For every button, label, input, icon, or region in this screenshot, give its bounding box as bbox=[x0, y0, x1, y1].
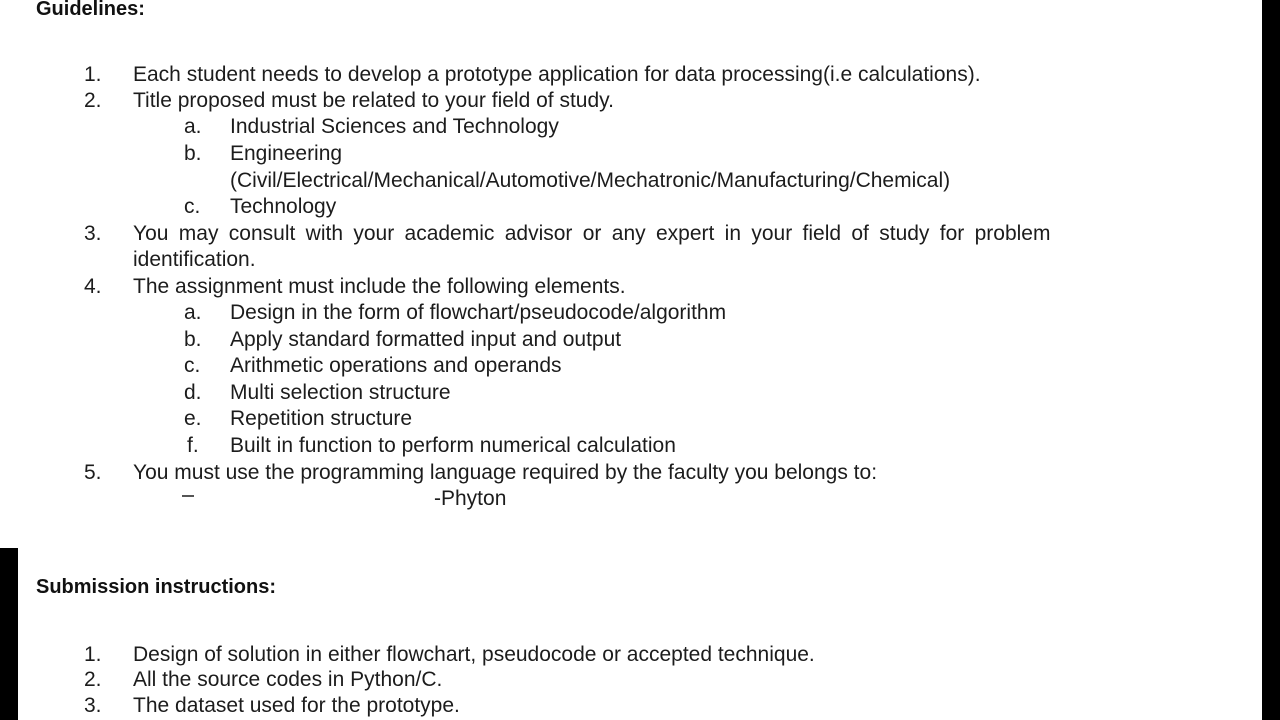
field-letter: a. bbox=[184, 115, 202, 138]
element-letter: d. bbox=[184, 381, 202, 404]
element-letter: f. bbox=[187, 434, 199, 457]
element-text: Apply standard formatted input and output bbox=[230, 328, 622, 351]
element-letter: c. bbox=[184, 354, 201, 377]
stray-dash-mark bbox=[182, 495, 194, 497]
element-letter: a. bbox=[184, 301, 202, 324]
element-text: Multi selection structure bbox=[230, 381, 451, 404]
element-text: Design in the form of flowchart/pseudocode/algorithm bbox=[230, 301, 727, 324]
element-letter: b. bbox=[184, 328, 202, 351]
language-text: -Phyton bbox=[434, 487, 507, 510]
field-text: Industrial Sciences and Technology bbox=[230, 115, 559, 138]
submission-text: The dataset used for the prototype. bbox=[133, 694, 460, 717]
field-text: Engineering bbox=[230, 142, 343, 165]
field-letter: b. bbox=[184, 142, 202, 165]
submission-number: 1. bbox=[84, 643, 102, 666]
submission-heading: Submission instructions: bbox=[36, 576, 277, 598]
element-text: Arithmetic operations and operands bbox=[230, 354, 562, 377]
submission-number: 3. bbox=[84, 694, 102, 717]
field-letter: c. bbox=[184, 195, 201, 218]
guideline-number: 3. bbox=[84, 222, 102, 245]
guideline-text-continued: identification. bbox=[133, 248, 256, 271]
guideline-text: You must use the programming language required by the faculty you belongs to: bbox=[133, 461, 878, 484]
guideline-number: 1. bbox=[84, 63, 102, 86]
submission-number: 2. bbox=[84, 668, 102, 691]
field-detail: (Civil/Electrical/Mechanical/Automotive/Mechatronic/Manufacturing/Chemical) bbox=[230, 169, 951, 192]
guideline-number: 4. bbox=[84, 275, 102, 298]
guideline-text: The assignment must include the following elements. bbox=[133, 275, 626, 298]
field-text: Technology bbox=[230, 195, 337, 218]
guideline-number: 5. bbox=[84, 461, 102, 484]
element-text: Repetition structure bbox=[230, 407, 413, 430]
guideline-number: 2. bbox=[84, 89, 102, 112]
submission-text: Design of solution in either flowchart, pseudocode or accepted technique. bbox=[133, 643, 815, 666]
element-text: Built in function to perform numerical calculation bbox=[230, 434, 676, 457]
guideline-text: Each student needs to develop a prototype application for data processing(i.e calculations). bbox=[133, 63, 981, 86]
guidelines-heading: Guidelines: bbox=[36, 0, 145, 20]
element-letter: e. bbox=[184, 407, 202, 430]
submission-text: All the source codes in Python/C. bbox=[133, 668, 443, 691]
guideline-text: Title proposed must be related to your field of study. bbox=[133, 89, 614, 112]
guideline-text: You may consult with your academic advisor or any expert in your field of study for problem bbox=[133, 222, 1051, 245]
